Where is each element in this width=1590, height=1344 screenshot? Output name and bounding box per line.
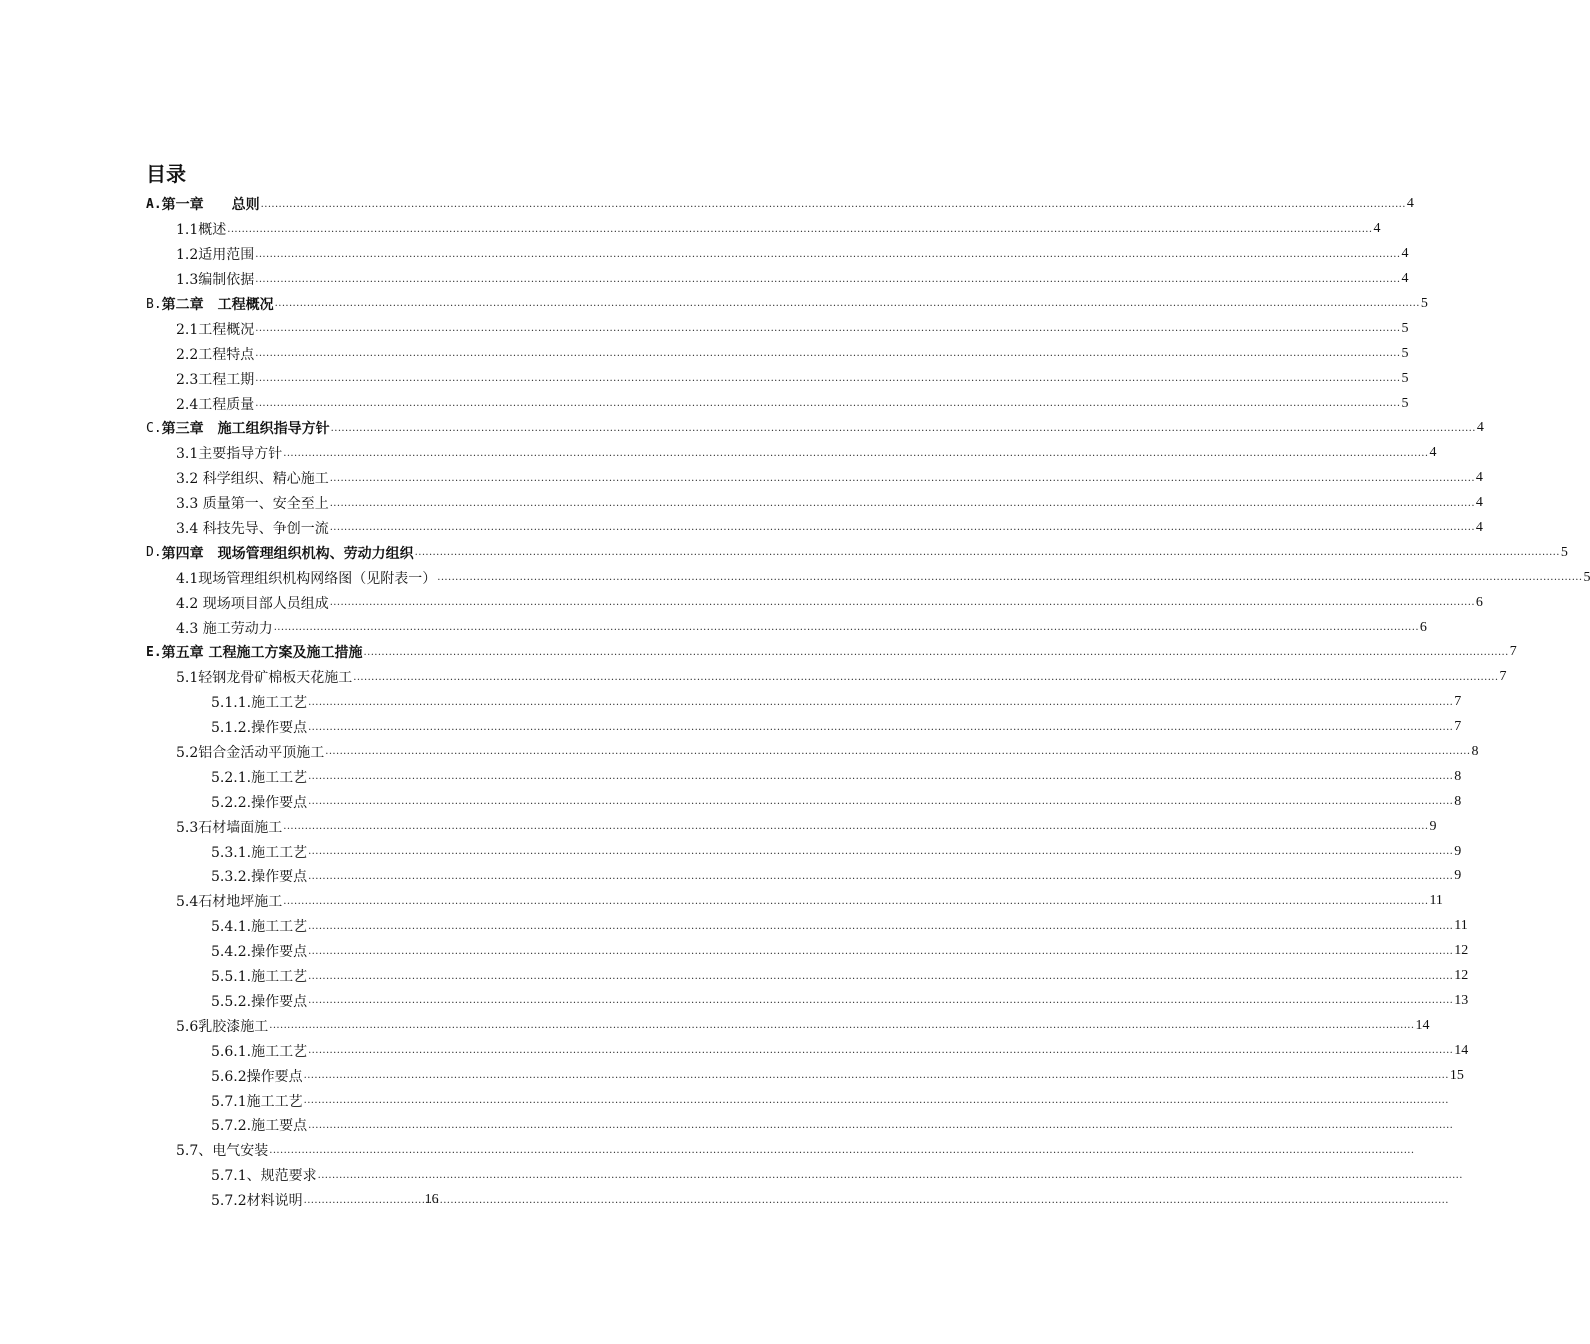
toc-entry-label: 4.3 施工劳动力	[176, 620, 273, 637]
dot-leader	[308, 795, 1453, 814]
toc-entry-label: 第五章 工程施工方案及施工措施	[161, 645, 363, 662]
dot-leader	[415, 546, 1560, 565]
toc-page-number: 6	[1475, 594, 1483, 610]
toc-entry-label: 5.2.2.操作要点	[211, 794, 308, 811]
toc-page-number: 4	[1475, 470, 1483, 486]
toc-page-number: 11	[1429, 893, 1443, 909]
toc-entry-label: 2.4工程质量	[176, 396, 255, 413]
dot-leader	[275, 297, 1420, 316]
dot-leader	[308, 1119, 1453, 1138]
toc-entry-label: 5.5.1.施工工艺	[211, 969, 308, 986]
toc-entry-label: 4.1现场管理组织机构网络图（见附表一）	[176, 570, 437, 587]
toc-entry-label: 5.7、电气安装	[176, 1143, 269, 1160]
toc-entry[interactable]	[0, 1013, 1430, 1038]
toc-entry-label: 5.4.2.操作要点	[211, 944, 308, 961]
dot-leader	[269, 1144, 1414, 1163]
chapter-marker: E.	[146, 644, 162, 660]
toc-entry-label: 5.7.2.施工要点	[211, 1118, 308, 1135]
toc-entry-label: 5.1.1.施工工艺	[211, 695, 308, 712]
dot-leader	[261, 198, 1406, 217]
toc-entry[interactable]	[0, 366, 1409, 391]
toc-page-number: 14	[1415, 1017, 1430, 1033]
dot-leader	[304, 1094, 1449, 1113]
dot-leader	[255, 372, 1400, 391]
toc-page-number: 7	[1509, 644, 1517, 660]
toc-entry-label: 5.1轻钢龙骨矿棉板天花施工	[176, 670, 353, 687]
toc-entry[interactable]	[0, 316, 1409, 341]
toc-entry[interactable]	[0, 466, 1483, 491]
toc-entry-label: 5.4.1.施工工艺	[211, 919, 308, 936]
chapter-marker: D.	[146, 545, 162, 561]
toc-page-number: 6	[1419, 619, 1427, 635]
toc-entry[interactable]	[0, 1163, 1045, 1188]
toc-entry-label: 5.1.2.操作要点	[211, 720, 308, 737]
toc-page-number: 5	[1401, 370, 1409, 386]
toc-entry-chapter-3[interactable]	[0, 416, 1484, 441]
toc-page-number: 5	[1420, 296, 1428, 311]
toc-entry-label: 5.4石材地坪施工	[176, 894, 283, 911]
toc-entry-label: 5.3石材墙面施工	[176, 819, 283, 836]
dot-leader	[308, 721, 1453, 740]
toc-entry-chapter-2[interactable]	[0, 292, 1428, 317]
toc-entry[interactable]	[0, 939, 1469, 964]
toc-entry-label: 5.6.2操作要点	[211, 1068, 303, 1085]
toc-page-number: 12	[1454, 943, 1469, 959]
toc-entry-label: 3.4 科技先导、争创一流	[176, 521, 329, 538]
toc-page-number: 11	[1454, 918, 1468, 934]
toc-page-number: 15	[1449, 1067, 1464, 1083]
dot-leader	[304, 1069, 1449, 1088]
toc-entry-label: 5.7.1施工工艺	[211, 1093, 303, 1110]
toc-page-number: 9	[1454, 868, 1462, 884]
toc-entry[interactable]	[0, 690, 1462, 715]
dot-leader	[308, 1044, 1453, 1063]
toc-entry-label: 第二章 工程概况	[161, 297, 274, 313]
toc-page-number: 4	[1475, 495, 1483, 511]
toc-entry[interactable]	[0, 1138, 1010, 1163]
toc-entry-label: 3.1主要指导方针	[176, 446, 283, 463]
toc-entry[interactable]	[0, 914, 1468, 939]
toc-page-number: 4	[1401, 271, 1409, 287]
toc-entry[interactable]	[0, 839, 1462, 864]
toc-entry[interactable]	[0, 989, 1469, 1014]
dot-leader	[330, 596, 1475, 615]
dot-leader	[330, 497, 1475, 516]
dot-leader	[353, 671, 1498, 690]
toc-entry-label: 3.3 质量第一、安全至上	[176, 496, 329, 513]
toc-entry[interactable]	[0, 715, 1462, 740]
toc-page-number: 7	[1454, 694, 1462, 710]
toc-entry[interactable]	[0, 267, 1409, 292]
toc-entry[interactable]	[0, 1088, 1045, 1113]
toc-page-number: 4	[1429, 445, 1437, 461]
dot-leader	[227, 223, 1372, 242]
dot-leader	[269, 1019, 1414, 1038]
toc-page-number: 9	[1429, 818, 1437, 834]
toc-entry[interactable]	[0, 391, 1409, 416]
toc-entry-label: 5.2.1.施工工艺	[211, 769, 308, 786]
dot-leader	[308, 845, 1453, 864]
dot-leader	[255, 322, 1400, 341]
toc-page-number: 5	[1401, 320, 1409, 336]
toc-page-number: 4	[1475, 520, 1483, 536]
toc-entry[interactable]	[0, 1038, 1469, 1063]
toc-page-number: 14	[1454, 1042, 1469, 1058]
toc-entry-label: 5.7.1、规范要求	[211, 1168, 317, 1185]
toc-entry-label: 5.6.1.施工工艺	[211, 1043, 308, 1060]
toc-entry[interactable]	[0, 1188, 950, 1213]
dot-leader	[308, 920, 1453, 939]
dot-leader	[255, 273, 1400, 292]
toc-entry-label: 第三章 施工组织指导方针	[161, 421, 330, 438]
toc-page-number: 7	[1454, 719, 1462, 735]
toc-page-number: 7	[1499, 669, 1507, 685]
chapter-marker: A.	[146, 196, 162, 212]
dot-leader	[437, 571, 1582, 590]
toc-page-number: 4	[1373, 221, 1381, 237]
toc-entry-label: 4.2 现场项目部人员组成	[176, 595, 329, 612]
toc-entry[interactable]	[0, 964, 1469, 989]
toc-entry[interactable]	[0, 615, 1427, 640]
dot-leader	[308, 870, 1453, 889]
toc-page-number: 8	[1454, 768, 1462, 784]
dot-leader	[318, 1169, 1463, 1188]
toc-entry[interactable]	[0, 814, 1437, 839]
toc-entry-label: 3.2 科学组织、精心施工	[176, 471, 329, 488]
toc-entry[interactable]	[0, 1113, 1045, 1138]
dot-leader	[308, 696, 1453, 715]
toc-entry-label: 5.2铝合金活动平顶施工	[176, 745, 325, 762]
toc-page-number: 8	[1471, 744, 1479, 760]
dot-leader	[274, 621, 1419, 640]
toc-entry[interactable]	[0, 491, 1483, 516]
toc-entry[interactable]	[0, 864, 1462, 889]
toc-entry-chapter-4[interactable]	[0, 540, 1568, 565]
dot-leader	[364, 646, 1509, 665]
toc-page-number: 4	[1406, 196, 1414, 212]
toc-entry-chapter-5[interactable]	[0, 640, 1517, 665]
toc-entry[interactable]	[0, 789, 1462, 814]
toc-entry[interactable]	[0, 516, 1483, 541]
toc-page-number: 13	[1454, 992, 1469, 1008]
toc-entry-label: 1.2适用范围	[176, 247, 255, 264]
toc-entry-label: 1.1概述	[176, 222, 227, 239]
toc-entry[interactable]	[0, 217, 1381, 242]
dot-leader	[283, 895, 1428, 914]
toc-page-number: 4	[1401, 246, 1409, 262]
dot-leader	[283, 447, 1428, 466]
dot-leader	[255, 248, 1400, 267]
toc-page-number: 5	[1560, 544, 1568, 560]
dot-leader	[255, 347, 1400, 366]
dot-leader	[330, 472, 1475, 491]
dot-leader	[331, 422, 1476, 441]
toc-entry[interactable]	[0, 441, 1437, 466]
toc-page-number: 16	[424, 1192, 439, 1208]
toc-entry[interactable]	[0, 590, 1483, 615]
toc-page-number: 12	[1454, 968, 1469, 984]
toc-page-number: 4	[1476, 420, 1484, 436]
toc-entry-chapter-1[interactable]	[0, 192, 1414, 217]
dot-leader	[308, 970, 1453, 989]
toc-entry[interactable]	[0, 889, 1443, 914]
dot-leader	[308, 994, 1453, 1013]
toc-entry[interactable]	[0, 242, 1409, 267]
toc-entry[interactable]	[0, 341, 1409, 366]
toc-page-number: 5	[1401, 345, 1409, 361]
dot-leader	[283, 820, 1428, 839]
toc-entry[interactable]	[0, 665, 1507, 690]
dot-leader	[308, 770, 1453, 789]
table-of-contents	[0, 192, 1590, 1213]
dot-leader	[255, 397, 1400, 416]
toc-page-number: 8	[1454, 793, 1462, 809]
toc-entry-label: 5.7.2材料说明	[211, 1193, 303, 1210]
toc-entry-label: 5.5.2.操作要点	[211, 993, 308, 1010]
toc-entry-label: 2.2工程特点	[176, 346, 255, 363]
toc-page-number: 5	[1401, 395, 1409, 411]
toc-entry-label: 第四章 现场管理组织机构、劳动力组织	[161, 545, 414, 562]
toc-entry-label: 5.6乳胶漆施工	[176, 1018, 269, 1035]
toc-entry[interactable]	[0, 565, 1590, 590]
dot-leader	[304, 1194, 424, 1213]
toc-entry-label: 5.3.2.操作要点	[211, 869, 308, 886]
chapter-marker: B.	[146, 296, 162, 312]
toc-title: 目录	[146, 162, 186, 186]
toc-entry-label: 2.1工程概况	[176, 321, 255, 338]
dot-leader	[308, 945, 1453, 964]
toc-page-number: 9	[1454, 843, 1462, 859]
toc-entry[interactable]	[0, 764, 1462, 789]
toc-page-number: 5	[1583, 569, 1590, 585]
toc-entry-label: 5.3.1.施工工艺	[211, 844, 308, 861]
toc-entry[interactable]	[0, 1063, 1464, 1088]
chapter-marker: C.	[146, 420, 162, 436]
toc-entry-label: 第一章 总则	[161, 197, 260, 214]
toc-entry-label: 1.3编制依据	[176, 272, 255, 289]
toc-entry-label: 2.3工程工期	[176, 371, 255, 388]
dot-leader	[330, 521, 1475, 540]
toc-entry[interactable]	[0, 740, 1479, 765]
dot-leader	[325, 745, 1470, 764]
